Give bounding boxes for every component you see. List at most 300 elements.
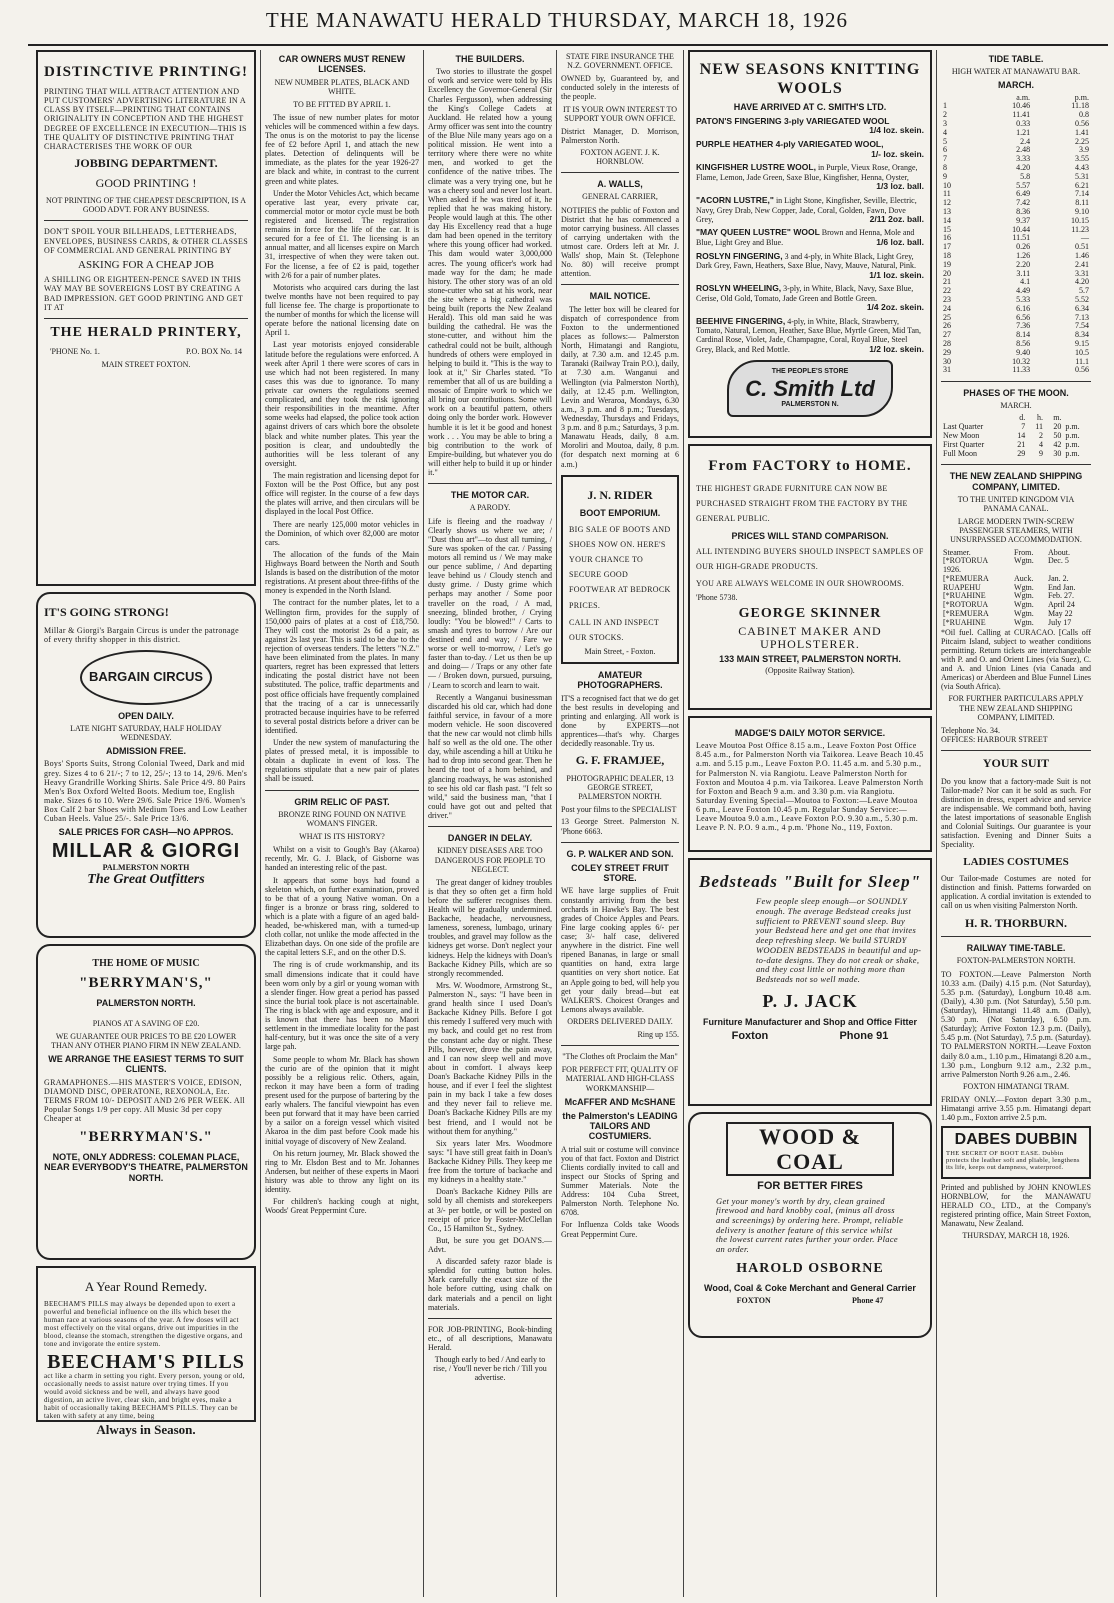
wool-item	[696, 117, 924, 136]
sale-prices: SALE PRICES FOR CASH—NO APPROS.	[58, 827, 234, 838]
wool-desc: in Purple, Vieux Rose, Orange, Flame, Lemon, Jade Green, Saxe Blue, Kingfisher, Henna, Oyster,	[696, 163, 918, 183]
article-paragraph: On his return journey, Mr. Black showed the ring to Mr. Elsdon Best and to Mr. Johannes Andersen, but neither of these experts in Maori history was able to throw any light on its identity.	[265, 1148, 419, 1195]
column-2	[265, 50, 419, 1597]
tide-row-cell: 9.40	[1016, 347, 1031, 357]
wool-price: 1/1 loz. skein.	[869, 269, 924, 280]
article-paragraph: Under the new system of manufacturing the plates of pressed metal, it is impossible to obtain a duplicate in event of loss. The regulations stipulate that a new pair of plates shall be issued.	[265, 738, 419, 784]
beecham-body: BEECHAM'S PILLS may always be depended upon to exert a powerful and beneficial influence on the ills which beset the human race at various seasons of the year. A few doses will act most effectively on the vital organs, drive out impurities in the blood, cleanse the stomach, strengthen the digestive organs, and tone and invigorate the entire system.	[44, 1299, 243, 1348]
music-title: THE HOME OF MUSIC	[92, 958, 200, 969]
wool-price: 1/6 loz. ball.	[876, 237, 924, 248]
tide-row-cell: 12	[943, 198, 951, 208]
circus-title: IT'S GOING STRONG!	[44, 605, 169, 619]
column-1	[36, 50, 256, 1597]
tide-row-cell: 7.54	[1075, 321, 1089, 331]
tide-row-cell: 27	[943, 330, 951, 340]
millar-giorgi-logo: MILLAR & GIORGI	[51, 840, 241, 863]
tide-row-cell: 7	[943, 154, 947, 164]
tide-row-cell: 8.56	[1016, 338, 1031, 348]
tide-row-cell: 25	[943, 312, 951, 322]
coal-ad	[688, 1112, 932, 1338]
ladies-costumes: LADIES COSTUMES	[963, 855, 1069, 868]
tide-row-cell: 7.14	[1075, 189, 1089, 199]
tide-row-cell: 10.15	[1071, 215, 1089, 225]
tide-row-cell: 5.57	[1016, 180, 1031, 190]
wool-price: 2/11 2oz. ball.	[869, 213, 924, 224]
tide-row-cell: 4	[943, 127, 947, 137]
dabes-ad	[941, 1126, 1091, 1178]
ship-row-cell: Wgtn.	[1014, 617, 1034, 627]
admission: ADMISSION FREE.	[105, 746, 186, 757]
dont-spoil: DON'T SPOIL YOUR BILLHEADS, LETTERHEADS, ENVELOPES, BUSINESS CARDS, & OTHER CLASSES OF COMMERCIAL AND GENERAL PRINTING BY	[44, 227, 248, 255]
tide-row-cell: —	[1081, 233, 1089, 243]
osborne-trade: Wood, Coal & Coke Merchant and General Carrier	[704, 1282, 916, 1293]
tide-row-cell: 4.20	[1075, 277, 1089, 287]
mail-notice-title: MAIL NOTICE.	[589, 291, 651, 302]
walker-ring: Ring up 155.	[637, 1030, 679, 1040]
column-rule	[683, 50, 684, 1597]
factory-home: From FACTORY to HOME.	[708, 458, 912, 474]
osborne-town: FOXTON	[736, 1296, 771, 1306]
walls-sub: GENERAL CARRIER,	[582, 192, 658, 202]
printery-phone: 'PHONE No. 1.	[50, 346, 100, 356]
mcaffer-sub: the Palmerston's LEADING TAILORS AND COSTUMIERS.	[562, 1110, 678, 1142]
furniture-line: YOU ARE ALWAYS WELCOME IN OUR SHOWROOMS.	[696, 579, 905, 589]
tram-body: FRIDAY ONLY.—Foxton depart 3.30 p.m., Himatangi arrive 3.55 p.m. Himatangi depart 1.40 p.m., Foxton arrive 2.5 p.m.	[941, 1094, 1091, 1123]
tide-row-cell: 2.20	[1016, 259, 1031, 269]
logo-name: C. Smith Ltd	[745, 376, 875, 402]
wool-name: "MAY QUEEN LUSTRE" WOOL	[696, 227, 820, 238]
madge-title: MADGE'S DAILY MOTOR SERVICE.	[734, 728, 886, 738]
wool-item	[696, 228, 924, 247]
logo-bottom: PALMERSTON N.	[781, 401, 839, 409]
moon-row	[941, 450, 1091, 459]
article-paragraph: For children's hacking cough at night, Woods' Great Peppermint Cure.	[265, 1197, 419, 1216]
thorburn-name: H. R. THORBURN.	[964, 915, 1068, 930]
bedsteads-body: Few people sleep enough—or SOUNDLY enough. The average Bedstead creaks just sufficient to PREVENT sound sleep. Buy your Bedstead here and get one that invites deep refreshing sleep. We build STURDY WOODEN BEDSTEADS in beautiful and up-to-date designs. They do not creak or shake, and they cost little or nothing more than Bedsteads not so well made.	[756, 896, 922, 984]
beecham-body-2: act like a charm in setting you right. Every person, young or old, occasionally needs to assist nature over trying times. If you would avoid sickness and be well, and always have good digestion, an active liver, clear skin, and bright eyes, make a habit of occasionally taking BEECHAM'S PILLS. They can be taken with safety at any time, being	[44, 1372, 245, 1421]
gramophones: GRAMAPHONES.—HIS MASTER'S VOICE, EDISON, DIAMOND DISC, OPERATONE, REXONOLA, Etc. TERMS FROM 10/- DEPOSIT AND 2/6 PER WEEK. All Popular Songs 1/9 per copy. All Music 3d per copy Cheaper at	[44, 1077, 246, 1123]
tide-head: p.m.	[1074, 92, 1089, 102]
tide-row-cell: 8	[943, 162, 947, 172]
shilling-saved: A SHILLING OR EIGHTEEN-PENCE SAVED IN THIS WAY MAY BE SOVEREIGNS LOST BY CREATING A BAD IMPRESSION. GET GOOD PRINTING AND GET IT AT	[44, 275, 243, 312]
column-4	[561, 50, 679, 1597]
tide-row-cell: 8.14	[1016, 330, 1031, 340]
tide-row-cell: 10.46	[1012, 101, 1031, 111]
moon-row-cell: 29	[1017, 448, 1026, 458]
furniture-line: PRICES WILL STAND COMPARISON.	[731, 530, 889, 541]
tide-row-cell: 4.49	[1016, 286, 1031, 296]
column-rule	[556, 50, 557, 1597]
tide-row-cell: 5.8	[1020, 171, 1031, 181]
car-subhead-2: TO BE FITTED BY APRIL 1.	[293, 99, 391, 109]
tide-row-cell: 19	[943, 259, 951, 269]
column-5	[688, 50, 932, 1597]
music-address: NOTE, ONLY ADDRESS: COLEMAN PLACE, NEAR EVERYBODY'S THEATRE, PALMERSTON NORTH.	[44, 1152, 248, 1183]
article-paragraph: Mrs. W. Woodmore, Armstrong St., Palmerston N., says: "I have been in grand health since I used Doan's Backache Kidney Pills. Before I got this remedy I suffered very much with my back, and could get no rest from the constant ache day or night. These Pills, however, drove the pain away, and I can now sleep well and move about in comfort. I always keep Doan's Backache Kidney Pills in the house, and if ever I feel the slightest pain in my back I take a few doses and they never fail to relieve me. Doan's Backache Kidney Pills are my best friend, and I would not be without them for anything."	[428, 980, 552, 1136]
berrymans-ad	[36, 944, 256, 1260]
ship-row	[941, 619, 1091, 628]
csmith-logo	[727, 360, 893, 417]
article-paragraph: Last year motorists enjoyed considerable latitude before the regulations were enforced. A week after April 1 there were scores of cars in use which had not been registered. In many cases this was due to ignorance. To many private car owners the regulations seemed complicated, and they took the risk ignoring their responsibilities in the meantime. After some weeks had elapsed, the police took action against drivers of cars which bore the obsolete black and white number plates. This year the position is clear, and undoubtedly the authorities will be less tolerant of any oversight.	[265, 340, 419, 468]
moon-table	[941, 414, 1091, 458]
tide-row-cell: 2.41	[1075, 259, 1089, 269]
framjee-sub: PHOTOGRAPHIC DEALER, 13 GEORGE STREET, PALMERSTON NORTH.	[566, 774, 674, 802]
railway-sub: FOXTON-PALMERSTON NORTH.	[956, 956, 1076, 966]
ship-row-cell: May 22	[1047, 609, 1073, 619]
article-paragraph: Doan's Backache Kidney Pills are sold by all chemists and storekeepers at 3/- per bottle, or will be posted on receipt of price by Foster-McClellan Co., 15 Hamilton St., Sydney.	[428, 1187, 552, 1233]
article-paragraph: The contract for the number plates, let to a Wellington firm, provides for the supply of 150,000 pairs of plates at a cost of £18,750. They will cost the motorist 2s 6d a pair, as against 2s last year. This is said to be due to the rejection of overseas tenders. The letters "N.Z." have been eliminated from the plates. In many quarters, regret has been expressed that letters indicating the postal district have not been substituted. The police, traffic departments and post office officials have frequently complained that the tracing of a car is unnecessarily protracted because inquiries have to be referred to several postal districts before a driver can be identified.	[265, 598, 419, 735]
berrymans-name: "BERRYMAN'S,"	[79, 975, 213, 992]
article-paragraph: A discarded safety razor blade is splendid for cutting button holes. Mark carefully the exact size of the hole before cutting, using chalk on dark materials and a pencil on light materials.	[428, 1257, 552, 1312]
tide-row-cell: 24	[943, 303, 951, 313]
herald-printery: THE HERALD PRINTERY,	[50, 324, 242, 340]
printing-body: PRINTING THAT WILL ATTRACT ATTENTION AND PUT CUSTOMERS' ADVERTISING LITERATURE IN A CLASS BY ITSELF—PRINTING THAT CONTAINS ORIGINALITY IN CONCEPTION AND THE HIGHEST DEGREE OF EXCELLENCE IN EXECUTION—THIS IS THE QUALITY OF DISTINCTIVE PRINTING THAT CHARACTERISES THE WORK OF OUR	[44, 87, 247, 151]
tide-title: TIDE TABLE.	[988, 54, 1044, 64]
divider	[44, 220, 248, 221]
walker-body: WE have large supplies of Fruit constantly arriving from the best orchards in Hawke's Bay. The best grades of Choice Apples and Pears. Fine large cooking apples 6/- per case; 3/- half case, delivered anywhere in the district. Fine well ripened Bananas, in large or small quantities on hand, extra large quantities on very short notice. Eat an Apple going to bed, will help you get your daily bread—but eat WALKER'S. Choicest Oranges and Lemons always available.	[561, 886, 679, 1014]
ship-row	[941, 557, 1091, 566]
wool-item	[696, 317, 924, 355]
wool-item	[696, 284, 924, 312]
article-paragraph: The ring is of crude workmanship, and its small dimensions indicate that it could have been worn only by a girl or young woman with a slender finger. How great a period has passed since the burial took place is not ascertainable. The ring is black with age and exposure, and it is known that there has been no Maori settlement in the immediate locality for the past half-century, but it was once the site of a very large pah.	[265, 960, 419, 1052]
tide-row-cell: 9.15	[1075, 338, 1089, 348]
tide-row-cell: 6.49	[1016, 189, 1031, 199]
walker-sub: COLEY STREET FRUIT STORE.	[571, 862, 669, 884]
divider	[941, 936, 1091, 937]
late-night: LATE NIGHT SATURDAY, HALF HOLIDAY WEDNESDAY.	[70, 723, 222, 743]
walls-name: A. WALLS,	[597, 179, 643, 190]
wool-price: 1/4 2oz. skein.	[866, 302, 924, 312]
wool-desc: 3-ply, in White, Black, Navy, Saxe Blue, Cerise, Old Gold, Tomato, Jade Green and Bottle Green.	[696, 284, 914, 303]
moon-row-cell: p.m.	[1065, 448, 1080, 458]
divider	[428, 826, 552, 827]
column-rule	[936, 50, 937, 1597]
shipping-offices: OFFICES: HARBOUR STREET	[941, 734, 1048, 744]
tide-month: MARCH.	[998, 80, 1034, 91]
ship-row-cell: [*RUAHINE	[943, 617, 986, 627]
ladies-body: Our Tailor-made Costumes are noted for distinction and finish. Patterns forwarded on application. A cordial invitation is extended to call on us when visiting Palmerston North.	[941, 874, 1091, 911]
wool-name: KINGFISHER LUSTRE WOOL,	[696, 162, 816, 173]
tide-row-cell: 3.55	[1075, 154, 1089, 164]
tide-row-cell: 6.21	[1075, 180, 1089, 190]
tide-row-cell: 31	[943, 365, 951, 375]
tide-row-cell: 5.7	[1079, 286, 1089, 296]
relic-headline: GRIM RELIC OF PAST.	[294, 796, 390, 807]
wool-desc: in Light Stone, Kingfisher, Seville, Electric, Navy, Grey Drab, New Copper, Jade, Coral, Golden, Fawn, Dove Grey,	[696, 195, 917, 224]
ship-row-cell: [*REMUERA	[943, 609, 989, 619]
wool-item	[696, 196, 924, 224]
framjee-name: G. F. FRAMJEE,	[575, 753, 665, 768]
bargain-circus-logo: BARGAIN CIRCUS	[80, 650, 212, 705]
tide-row-cell: 23	[943, 294, 951, 304]
tide-row-cell: 2	[943, 110, 947, 120]
printing-title: DISTINCTIVE PRINTING!	[44, 64, 248, 80]
ship-row-cell: Auck.	[1014, 573, 1034, 583]
tide-row-cell: 0.56	[1075, 365, 1089, 375]
tide-row	[941, 164, 1091, 173]
job-printing-notice: FOR JOB-PRINTING, Book-binding etc., of all descriptions, Manawatu Herald.	[428, 1324, 552, 1352]
furniture-phone: 'Phone 5738.	[696, 593, 738, 603]
beecham-title: A Year Round Remedy.	[84, 1279, 208, 1294]
furniture-line: THE HIGHEST GRADE FURNITURE CAN NOW BE PURCHASED STRAIGHT FROM THE FACTORY BY THE GENERAL PUBLIC.	[696, 484, 908, 524]
tide-row-cell: 6.34	[1075, 303, 1089, 313]
article-paragraph: The main registration and licensing depot for Foxton will be the Post Office, but any post office will register. In the course of a few days the plates will arrive, and then circulars will be displayed in the local Post Office.	[265, 470, 419, 517]
tide-row-cell: 6	[943, 145, 947, 155]
ship-row-cell: Wgtn.	[1014, 609, 1034, 619]
arrange-terms: WE ARRANGE THE EASIEST TERMS TO SUIT CLIENTS.	[48, 1054, 244, 1075]
wool-name: ROSLYN FINGERING,	[696, 250, 783, 261]
ship-row-cell: Wgtn.	[1014, 556, 1034, 566]
tide-row-cell: 11.23	[1071, 224, 1089, 234]
moon-row-cell: First Quarter	[943, 439, 985, 449]
brand-tagline: The Great Outfitters	[87, 872, 205, 888]
tide-row-cell: 1.41	[1075, 127, 1089, 137]
ship-row-cell: [*REMUERA	[943, 573, 989, 583]
tide-table	[941, 94, 1091, 376]
relic-subhead-2: WHAT IS ITS HISTORY?	[299, 832, 385, 842]
tide-row-cell: 1	[943, 101, 947, 111]
wool-price: 1/2 loz. skein.	[869, 343, 924, 354]
fire-agent: FOXTON AGENT. J. K. HORNBLOW.	[580, 147, 660, 167]
tide-row-cell: 7.42	[1016, 198, 1031, 208]
jack-town: Foxton	[731, 1030, 769, 1043]
tide-row-cell: 0.51	[1075, 242, 1089, 252]
builders-headline: THE BUILDERS.	[455, 54, 525, 64]
walker-title: G. P. WALKER AND SON.	[566, 848, 674, 859]
tide-row-cell: 4.20	[1016, 162, 1031, 172]
fire-manager: District Manager, D. Morrison, Palmerston North.	[561, 126, 679, 145]
tide-row-cell: 4.1	[1020, 277, 1031, 287]
moon-row-cell: 30	[1053, 448, 1062, 458]
rider-name: J. N. RIDER	[587, 487, 653, 502]
beecham-brand: BEECHAM'S PILLS	[47, 1350, 245, 1373]
divider	[561, 172, 679, 173]
wool-desc: 3 and 4-ply, in White Black, Light Grey, Dark Grey, Fawn, Heathers, Saxe Blue, Navy, Mauve, Natural, Pink.	[696, 251, 917, 271]
madge-ad	[688, 716, 932, 852]
fire-insurance-body: OWNED by, Guaranteed by, and conducted solely in the interests of the people.	[561, 74, 679, 102]
shipping-further: FOR FURTHER PARTICULARS APPLY THE NEW ZEALAND SHIPPING COMPANY, LIMITED.	[948, 694, 1084, 722]
tide-row-cell: 13	[943, 206, 951, 216]
tide-row-cell: 5.52	[1075, 294, 1089, 304]
moon-row-cell: 20	[1053, 422, 1062, 432]
asking-cheap-job: ASKING FOR A CHEAP JOB	[78, 258, 214, 271]
fire-insurance-title: STATE FIRE INSURANCE THE N.Z. GOVERNMENT. OFFICE.	[566, 52, 674, 71]
tide-row-cell: 2.4	[1020, 136, 1031, 146]
wool-item	[696, 163, 924, 191]
ship-row-cell: April 24	[1047, 600, 1075, 610]
danger-subhead: KIDNEY DISEASES ARE TOO DANGEROUS FOR PEOPLE TO NEGLECT.	[434, 846, 546, 874]
wool-item	[696, 140, 924, 159]
tide-row-cell: 3.33	[1016, 154, 1031, 164]
tide-row-cell: 10.5	[1075, 347, 1089, 357]
column-6	[941, 50, 1091, 1597]
circus-intro: Millar & Giorgi's Bargain Circus is under the patronage of every thrifty shopper in this district.	[44, 625, 239, 644]
footer-date: THURSDAY, MARCH 18, 1926.	[962, 1231, 1070, 1241]
moon-row-cell: p.m.	[1065, 431, 1080, 441]
mcaffer-body: A trial suit or costume will convince you of that fact. Foxton and District Clients cordially invited to call and inspect our Stocks of Spring and Summer Materials. Note the Address: 104 Cuba Street, Palmerston North. Telephone No. 6708.	[561, 1144, 679, 1218]
tide-row-cell: 3.11	[1016, 268, 1031, 278]
tide-head: a.m.	[1016, 92, 1031, 102]
article-paragraph: Whilst on a visit to Gough's Bay (Akaroa) recently, Mr. G. J. Black, of Gisborne was handed an interesting relic of the past.	[265, 845, 419, 873]
tide-row-cell: 22	[943, 286, 951, 296]
article-paragraph: But, be sure you get DOAN'S.—Advt.	[428, 1235, 552, 1254]
moon-row-cell: 21	[1017, 439, 1026, 449]
tide-row-cell: 0.33	[1016, 119, 1031, 128]
jobbing-dept: JOBBING DEPARTMENT.	[74, 155, 218, 170]
tide-row	[941, 129, 1091, 138]
rider-body: BIG SALE OF BOOTS AND SHOES NOW ON. HERE'S YOUR CHANCE TO SECURE GOOD FOOTWEAR AT BEDROCK PRICES.	[569, 524, 671, 610]
tide-row-cell: 0.26	[1016, 242, 1031, 252]
jack-trade: Furniture Manufacturer and Shop and Office Fitter	[702, 1017, 917, 1028]
tide-row-cell: 11.1	[1075, 356, 1089, 366]
tide-row-cell: 10.44	[1012, 224, 1031, 234]
masthead-rule	[28, 44, 1108, 46]
moon-row-cell: 42	[1053, 439, 1062, 449]
tide-row-cell: 21	[943, 277, 951, 287]
ship-row-cell: [*ROTORUA	[943, 600, 989, 610]
article-paragraph: There are nearly 125,000 motor vehicles in the Dominion, of which over 82,000 are motor cars.	[265, 519, 419, 547]
open-daily: OPEN DAILY.	[118, 710, 174, 721]
amateur-photo-title: AMATEUR PHOTOGRAPHERS.	[577, 670, 663, 691]
tide-row-cell: 1.21	[1016, 127, 1031, 137]
tide-row-cell: 1.46	[1075, 250, 1089, 260]
article-paragraph: Two stories to illustrate the gospel of work and service were told by His Excellency the Governor-General (Sir Charles Fergusson), when addressing the King's College Cadets at Auckland. He related how a young Army officer was sent into the country of the Blue Nile many years ago on a political mission. He went into a territory where there were no white men, and worked to get the confidence of the native tribes. The climate was a very trying one, but he was a cheery soul and never lost heart. When asked if he was tired of it, he replied that he was making history. People would laugh at this. The other day His Excellency read that a huge dam had been opened in the territory where this young officer had worked. This dam would water 3,000,000 acres. The young officer's work had made way for the dam; he made history. The other story was of an old stone-cutter who sat at his work, near the site where a big cathedral was being built (reports the New Zealand Herald). This old man said he was building the cathedral. He was the stone-cutter, and without him the cathedral could not be built, although hundreds of others were employed in helping to build it. "This is the way to look at it," Sir Charles stated. "To remember that all of us are building a mosaic of Empire work to which we all bring our contributions. Some will work on a beautiful pattern, others doing only the border work. However humble it is let it be good and honest work . . . You may be able to bring a big contribution to the work of Empire-building, but whatever you do will either help to build it up or hinder it."	[428, 67, 552, 478]
wool-name: ROSLYN WHEELING,	[696, 283, 782, 294]
ship-row-cell: [*RUAHINE	[943, 591, 986, 601]
pianos: PIANOS AT A SAVING OF £20.	[92, 1018, 200, 1028]
imprint: Printed and published by JOHN KNOWLES HORNBLOW, for the MANAWATU HERALD CO., LTD., at the Company's registered printing office, Main Street Foxton, Manawatu, New Zealand.	[941, 1182, 1091, 1229]
moon-row-cell: 9	[1038, 448, 1043, 458]
bedsteads-ad	[688, 858, 932, 1106]
motor-subhead: A PARODY.	[469, 503, 511, 513]
madge-body: Leave Moutoa Post Office 8.15 a.m., Leave Foxton Post Office 8.45 a.m., for Palmerston North via Taikorea. Leave Beach 10.45 a.m. and 5.15 p.m., Leave Foxton P.O. 11.45 a.m. and 5.30 p.m., for Palmerston N. via Rangiotu. Leave Palmerston North for Foxton and Moutoa 4 p.m. via Taikorea. Leave Palmerston North for Foxton and Beach 9 a.m. and 3.30 p.m. via Rangiotu. Saturday Evening Special—Moutoa to Foxton:—Leave Moutoa 6 p.m., Leave Foxton 10.45 p.m. Regular Sunday Service:—Leave Moutoa 9.0 a.m., Leave Foxton P.O. 9.30 a.m., 5.30 p.m. Leave P. N. P.O. 9 a.m., 4 p.m. 'Phone No., 119, Foxton.	[696, 741, 924, 833]
divider	[44, 318, 248, 319]
ship-row-cell: Wgtn.	[1014, 582, 1034, 592]
relic-subhead: BRONZE RING FOUND ON NATIVE WOMAN'S FINGER.	[278, 809, 406, 828]
beechams-ad	[36, 1266, 256, 1438]
circus-ad	[36, 592, 256, 938]
tide-row-cell: 11.33	[1012, 365, 1031, 375]
wool-price: 1/- loz. skein.	[871, 148, 924, 159]
moon-row-cell: Last Quarter	[943, 422, 984, 432]
ship-head: Steamer.	[943, 547, 971, 557]
divider	[428, 1318, 552, 1319]
moon-row-cell: 4	[1038, 439, 1043, 449]
tide-row	[941, 270, 1091, 279]
ship-row-cell: End Jan.	[1047, 582, 1076, 592]
osborne-name: HAROLD OSBORNE	[736, 1260, 884, 1276]
wool-name: BEEHIVE FINGERING,	[696, 315, 786, 326]
wools-arrived: HAVE ARRIVED AT C. SMITH'S LTD.	[733, 102, 887, 113]
shipping-title: THE NEW ZEALAND SHIPPING COMPANY, LIMITED.	[949, 471, 1083, 492]
dabes-name: DABES DUBBIN	[954, 1131, 1078, 1149]
fire-interest: IT IS YOUR OWN INTEREST TO SUPPORT YOUR OWN OFFICE.	[563, 104, 677, 123]
framjee-body: IT'S a recognised fact that we do get the best results in developing and printing and enlarging. All work is done by EXPERTS—not apprentices—that's why. Charges decidedly reasonable. Try us.	[561, 693, 679, 749]
tide-row-cell: 2.25	[1075, 136, 1089, 146]
moon-row-cell: 2	[1038, 431, 1043, 441]
tide-row-cell: 9	[943, 171, 947, 181]
ship-head: From.	[1014, 547, 1034, 557]
tide-row-cell: 5	[943, 136, 947, 146]
article-paragraph: The issue of new number plates for motor vehicles will be commenced within a few days. The onus is on the motorist to pay the license fee of £2 before April 1, and attach the new plates. Detection of delinquents will be immediate, as the plates for the year 1926-27 are black and white, in contrast to the current green and white plates.	[265, 112, 419, 186]
article-paragraph: The allocation of the funds of the Main Highways Board between the North and South Islands is based on the distribution of the motor registrations. At present about three-fifths of the money is expended in the North Island.	[265, 549, 419, 596]
tide-row-cell: 11.41	[1012, 110, 1031, 120]
ship-head: About.	[1047, 547, 1070, 557]
music-place: PALMERSTON NORTH.	[96, 998, 196, 1009]
printery-pobox: P.O. BOX No. 14	[185, 346, 242, 356]
tide-row-cell: 3.9	[1079, 145, 1089, 155]
rider-call: CALL IN AND INSPECT OUR STOCKS.	[569, 617, 659, 642]
shipping-large: LARGE MODERN TWIN-SCREW PASSENGER STEAMERS, WITH UNSURPASSED ACCOMMODATION.	[950, 517, 1082, 545]
tide-row-cell: 0.56	[1075, 119, 1089, 128]
railway-title: RAILWAY TIME-TABLE.	[966, 943, 1066, 954]
shipping-note: *Oil fuel. Calling at CURACAO. [Calls off Pitcairn Island, subject to weather conditions permitting. Return tickets are interchangeable with P. and O. and Orient Lines (via Suez), C. and A. and Union Lines (via Canada and Americas) or Aberdeen and Blue Funnel Lines (via South Africa).	[941, 627, 1091, 692]
moon-head: m.	[1053, 413, 1062, 423]
printing-ad	[36, 50, 256, 586]
article-paragraph: Motorists who acquired cars during the last twelve months have not been required to pay full license fee. The charge is proportionate to the number of months for which the license will operate before the national licensing date on April 1.	[265, 282, 419, 338]
wools-ad	[688, 50, 932, 438]
framjee-address: 13 George Street. Palmerston N. 'Phone 6663.	[561, 817, 679, 836]
article-paragraph: The great danger of kidney troubles is that they so often get a firm hold before the sufferer recognises them. Health will be gradually undermined. Backache, headache, nervousness, lameness, soreness, lumbago, urinary troubles, and gravel may follow as the kidneys get worse. Don't neglect your kidneys. Help the kidneys with Doan's Backache Kidney Pills, which are so strongly recommended.	[428, 877, 552, 978]
article-paragraph: It appears that some boys had found a skeleton which, on further examination, proved to be that of a young Native woman. On a finger is a bronze or brass ring, soldered to which is a plate with a figure of an aged bald-headed, be-whiskered man, with a turned-up cloth collar, not unlike the mode affected in the Elizabethan days. On one side of the profile are the capital letters S.F., and on the other D.S.	[265, 875, 419, 958]
influenza-note: For Influenza Colds take Woods Great Peppermint Cure.	[561, 1220, 679, 1239]
tide-row-cell: 29	[943, 347, 951, 357]
moon-head: d.	[1019, 413, 1026, 423]
moon-row-cell: New Moon	[943, 431, 980, 441]
walls-body: NOTIFIES the public of Foxton and District that he has commenced a motor carrying business. All classes of carrying undertaken with the utmost care. Orders left at Mr. J. Walls' shop, Main St. (Telephone No. 80) will receive prompt attention.	[561, 205, 679, 279]
tide-row-cell: 9.10	[1075, 206, 1089, 216]
column-3	[428, 50, 552, 1597]
skinner-address: 133 MAIN STREET, PALMERSTON NORTH.	[719, 653, 901, 664]
tide-row-cell: 1.26	[1016, 250, 1031, 260]
advertise-rhyme: Though early to bed / And early to rise, / You'll never be rich / Till you advertise.	[433, 1355, 547, 1383]
tide-row-cell: 26	[943, 321, 951, 331]
dabes-body: THE SECRET OF BOOT EASE. Dubbin protects the leather soft and pliable, lengthens its life, keeps out dampness, waterproof.	[946, 1149, 1080, 1172]
ship-row-cell: Feb. 27.	[1047, 591, 1074, 601]
skinner-opposite: (Opposite Railway Station).	[765, 666, 855, 676]
wool-item	[696, 252, 924, 280]
motor-poem: Life is fleeing and the roadway / Clearly shows us where we are; / "Dust thou art"—to dust all turning, / Sure was spoken of the car. / Passing motors all remind us / We may make our pence sublime, / And departing leave behind us / Cloudy stench and dusty grime. / Dusty grime which perhaps may another / Some poor traveller on the road, / A mad, sneezing, blinded brother, / Crying loudly: "You be blowed!" / Carts to smash and tyres to borrow / Are our destined end and way; / Fare we worse or well to-morrow, / Let's go faster than to-day. / Let us then be up and doing— / Traps or any other fate— / Broken down, pursued, pursuing, / Learn to scorch and learn to wait.	[428, 516, 552, 690]
framjee-post: Post your films to the SPECIALIST	[561, 805, 677, 815]
article-paragraph: Under the Motor Vehicles Act, which became operative last year, every private car, commercial motor or motor cycle must be both registered and licensed. The registration remains in force for the life of the car. It is secured for a fee of £1. The licensing is an annual matter, and all licenses expire on March 31, irrespective of when they were taken out. For the license, a fee of £2 is paid, together with 2/6 for a pair of number plates.	[265, 188, 419, 280]
divider	[941, 750, 1091, 751]
tide-row-cell: 4.43	[1075, 162, 1089, 172]
tide-row-cell: 10	[943, 180, 951, 190]
mcaffer-fit: FOR PERFECT FIT, QUALITY OF MATERIAL AND HIGH-CLASS WORKMANSHIP—	[561, 1065, 679, 1093]
danger-headline: DANGER IN DELAY.	[447, 833, 533, 844]
tide-row-cell: 8.34	[1075, 330, 1089, 340]
wool-desc: 4-ply, in White, Black, Strawberry, Tomato, Natural, Lemon, Heather, Saxe Blue, Myrtle Green, Mid Tan, Cardinal Rose, Violet, Jade, Champagne, Coral, Royal Blue, Steel Grey, Black, and Red Mottle.	[696, 316, 922, 354]
good-printing: GOOD PRINTING !	[95, 175, 197, 190]
ship-row-cell: Dec. 5	[1047, 556, 1069, 566]
rider-ad	[561, 475, 679, 665]
article-paragraph: Recently a Wanganui businessman discarded his old car, which had done faithful service, in favour of a more modern vehicle. He soon discovered that the new car would not climb hills half so well as the old one. The other day, while ascending a hill at Utiku he had to drop into second gear. Then he heard the toot of a horn behind, and glancing roadways, he was astonished to see his old car flash past. "I felt so wild," said the business man, "that I could have got out and pelted that driver."	[428, 692, 552, 821]
moon-head: h.	[1036, 413, 1043, 423]
tide-row-cell: 8.11	[1075, 198, 1089, 208]
wood-coal-title: WOOD & COAL	[726, 1122, 894, 1176]
always-in-season: Always in Season.	[96, 1422, 196, 1438]
shipping-table	[941, 549, 1091, 628]
tide-row-cell: 30	[943, 356, 951, 366]
jack-phone: Phone 91	[839, 1030, 889, 1043]
ship-row-cell: 1926.	[943, 565, 961, 575]
tide-row-cell: 0.8	[1079, 110, 1089, 120]
wool-name: PURPLE HEATHER 4-ply VARIEGATED WOOL,	[696, 139, 884, 149]
car-headline: CAR OWNERS MUST RENEW LICENSES.	[278, 54, 406, 75]
divider	[941, 381, 1091, 382]
tide-row-cell: 8.36	[1016, 206, 1031, 216]
tide-row-cell: 17	[943, 242, 951, 252]
